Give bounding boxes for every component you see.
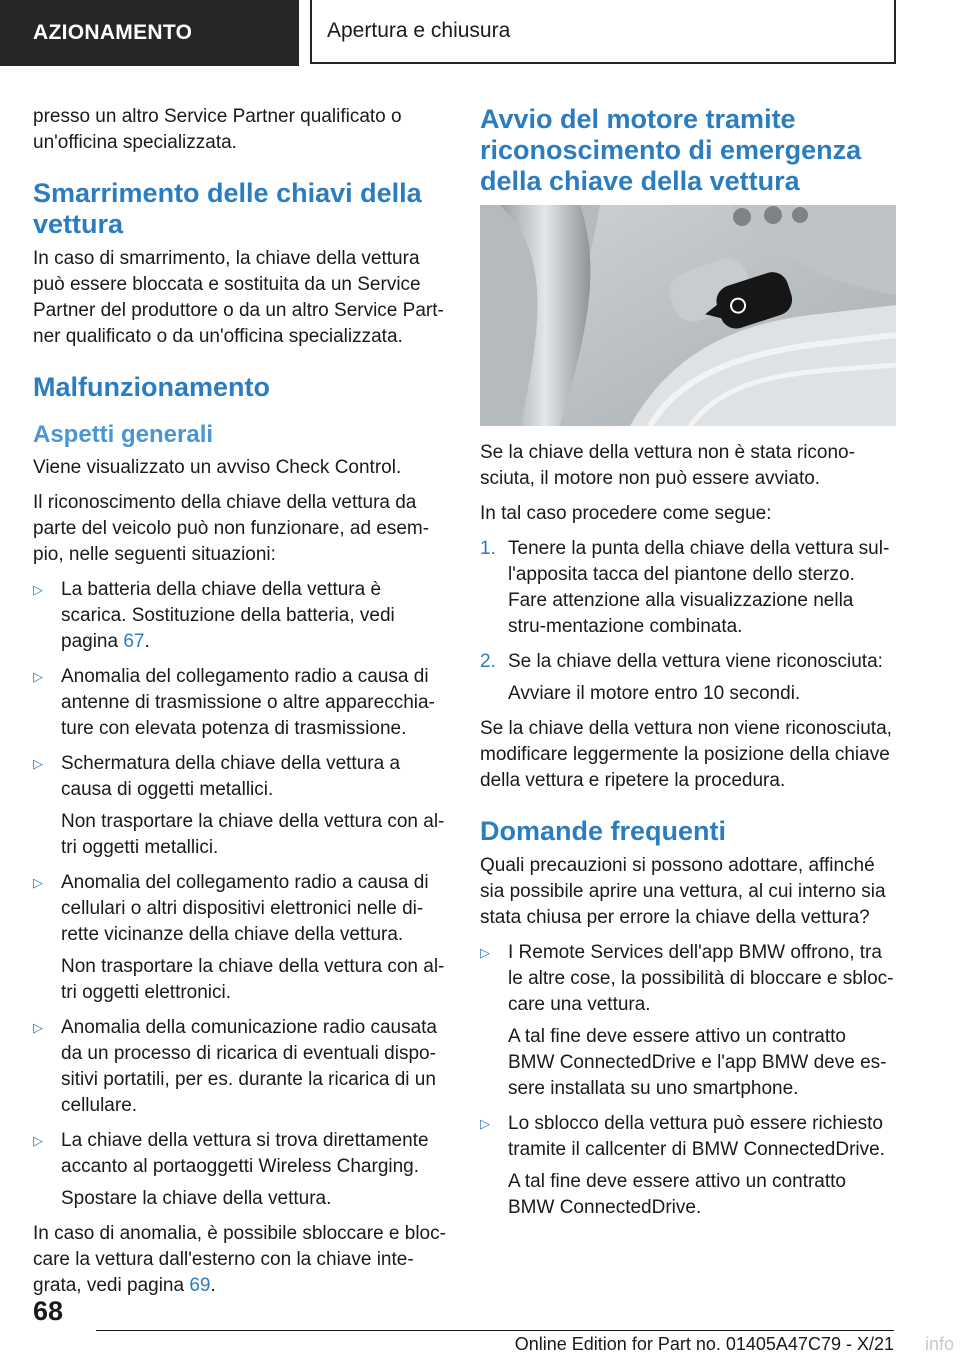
list-item <box>33 664 449 742</box>
lost-keys-paragraph: In caso di smarrimento, la chiave della vettura può essere bloccata e sostituita da un Service Partner del produttore o da un altro Service Part-ner qualificato o da un'officina specializzata. <box>33 248 444 347</box>
footer-divider <box>96 1330 894 1331</box>
list-item: ▷ La batteria della chiave della vettura è scarica. Sostituzione della batteria, vedi pagina 67. <box>33 579 395 652</box>
check-control-paragraph: Viene visualizzato un avviso Check Control. <box>33 457 402 478</box>
lost-keys-heading: Smarrimento delle chiavi della vettura <box>33 178 422 239</box>
step-number: 2. <box>480 651 496 672</box>
emergency-start-heading: Avvio del motore tramite riconoscimento di emergenza della chiave della vettura <box>480 104 862 196</box>
list-item-text: Schermatura della chiave della vettura a causa di oggetti metallici. <box>61 753 401 800</box>
list-item-note: A tal fine deve essere attivo un contratto BMW ConnectedDrive. <box>508 1171 846 1218</box>
faq-heading: Domande frequenti <box>480 816 727 846</box>
general-aspects-heading: Aspetti generali <box>33 421 214 448</box>
right-column <box>480 100 896 1230</box>
list-item <box>480 940 896 1102</box>
list-item <box>480 1111 896 1221</box>
step-note: Avviare il motore entro 10 secondi. <box>508 683 801 704</box>
list-item <box>480 649 896 707</box>
triangle-bullet-icon: ▷ <box>480 1116 490 1131</box>
steering-column-key-illustration <box>480 205 896 426</box>
list-item-note: Non trasportare la chiave della vettura con al-tri oggetti metallici. <box>61 811 445 858</box>
procedure-intro-paragraph: In tal caso procedere come segue: <box>480 503 772 524</box>
list-item-text: La chiave della vettura si trova direttamente accanto al portaoggetti Wireless Charging. <box>61 1130 429 1177</box>
triangle-bullet-icon: ▷ <box>33 875 43 890</box>
list-item-text: Lo sblocco della vettura può essere richiesto tramite il callcenter di BMW ConnectedDrive. <box>508 1113 885 1160</box>
step-text: Tenere la punta della chiave della vettura sul-l'apposita tacca del piantone dello sterzo. Fare attenzione alla visualizzazione nella stru-mentazione combinata. <box>508 538 890 637</box>
list-item-note: A tal fine deve essere attivo un contratto BMW ConnectedDrive e l'app BMW deve es-sere installata su uno smartphone. <box>508 1026 887 1099</box>
list-item <box>33 1015 449 1119</box>
list-item <box>33 870 449 1006</box>
page-link-69[interactable]: 69 <box>189 1275 211 1296</box>
triangle-bullet-icon: ▷ <box>33 582 43 597</box>
malfunction-heading: Malfunzionamento <box>33 372 270 402</box>
watermark: info <box>924 1334 954 1354</box>
key-not-recognized-paragraph: Se la chiave della vettura non è stata ricono-sciuta, il motore non può essere avviato. <box>480 442 855 489</box>
faq-question: Quali precauzioni si possono adottare, affinché sia possibile aprire una vettura, al cui interno sia stata chiusa per errore la chiave della vettura? <box>480 855 886 928</box>
recognition-paragraph: Il riconoscimento della chiave della vettura da parte del veicolo può non funzionare, ad esem-pio, nelle seguenti situazioni: <box>33 492 430 565</box>
list-item-text: Anomalia della comunicazione radio causata da un processo di ricarica di eventuali dispo-sitivi portatili, per es. durante la ricarica di un cellulare. <box>61 1017 438 1116</box>
section-tab: AZIONAMENTO <box>0 0 299 66</box>
list-item-note: Spostare la chiave della vettura. <box>61 1188 332 1209</box>
faq-list <box>480 940 896 1221</box>
list-item-text: Anomalia del collegamento radio a causa di cellulari o altri dispositivi elettronici nelle di-rette vicinanze della chiave della vettura. <box>61 872 429 945</box>
procedure-steps <box>480 536 896 707</box>
list-item-note: Non trasportare la chiave della vettura con al-tri oggetti elettronici. <box>61 956 445 1003</box>
triangle-bullet-icon: ▷ <box>33 669 43 684</box>
triangle-bullet-icon: ▷ <box>33 756 43 771</box>
page-link-67[interactable]: 67 <box>123 631 145 652</box>
list-item <box>33 1128 449 1212</box>
step-number: 1. <box>480 538 496 559</box>
triangle-bullet-icon: ▷ <box>33 1020 43 1035</box>
left-column <box>33 100 449 1308</box>
list-item-text: Anomalia del collegamento radio a causa di antenne di trasmissione o altre apparecchia-ture con elevata potenza di trasmissione. <box>61 666 435 739</box>
step-text: Se la chiave della vettura viene riconosciuta: <box>508 651 883 672</box>
page-header <box>0 0 960 66</box>
list-item <box>480 536 896 640</box>
list-item <box>33 751 449 861</box>
list-item-text: I Remote Services dell'app BMW offrono, tra le altre cose, la possibilità di bloccare e sbloc-care una vettura. <box>508 942 894 1015</box>
footer-edition: Online Edition for Part no. 01405A47C79 - X/21 <box>514 1334 894 1354</box>
chapter-tab: Apertura e chiusura <box>310 0 896 64</box>
intro-paragraph: presso un altro Service Partner qualificato o un'officina specializzata. <box>33 106 402 153</box>
integrated-key-paragraph: In caso di anomalia, è possibile sbloccare e bloc-care la vettura dall'esterno con la chiave inte-grata, vedi pagina 69. <box>33 1223 446 1296</box>
triangle-bullet-icon: ▷ <box>33 1133 43 1148</box>
malfunction-list <box>33 577 449 1212</box>
page-number: 68 <box>33 1296 64 1326</box>
list-item-text: La batteria della chiave della vettura è scarica. Sostituzione della batteria, vedi pagina <box>61 579 395 652</box>
retry-paragraph: Se la chiave della vettura non viene riconosciuta, modificare leggermente la posizione della chiave della vettura e ripetere la procedura. <box>480 718 892 791</box>
triangle-bullet-icon: ▷ <box>480 945 490 960</box>
